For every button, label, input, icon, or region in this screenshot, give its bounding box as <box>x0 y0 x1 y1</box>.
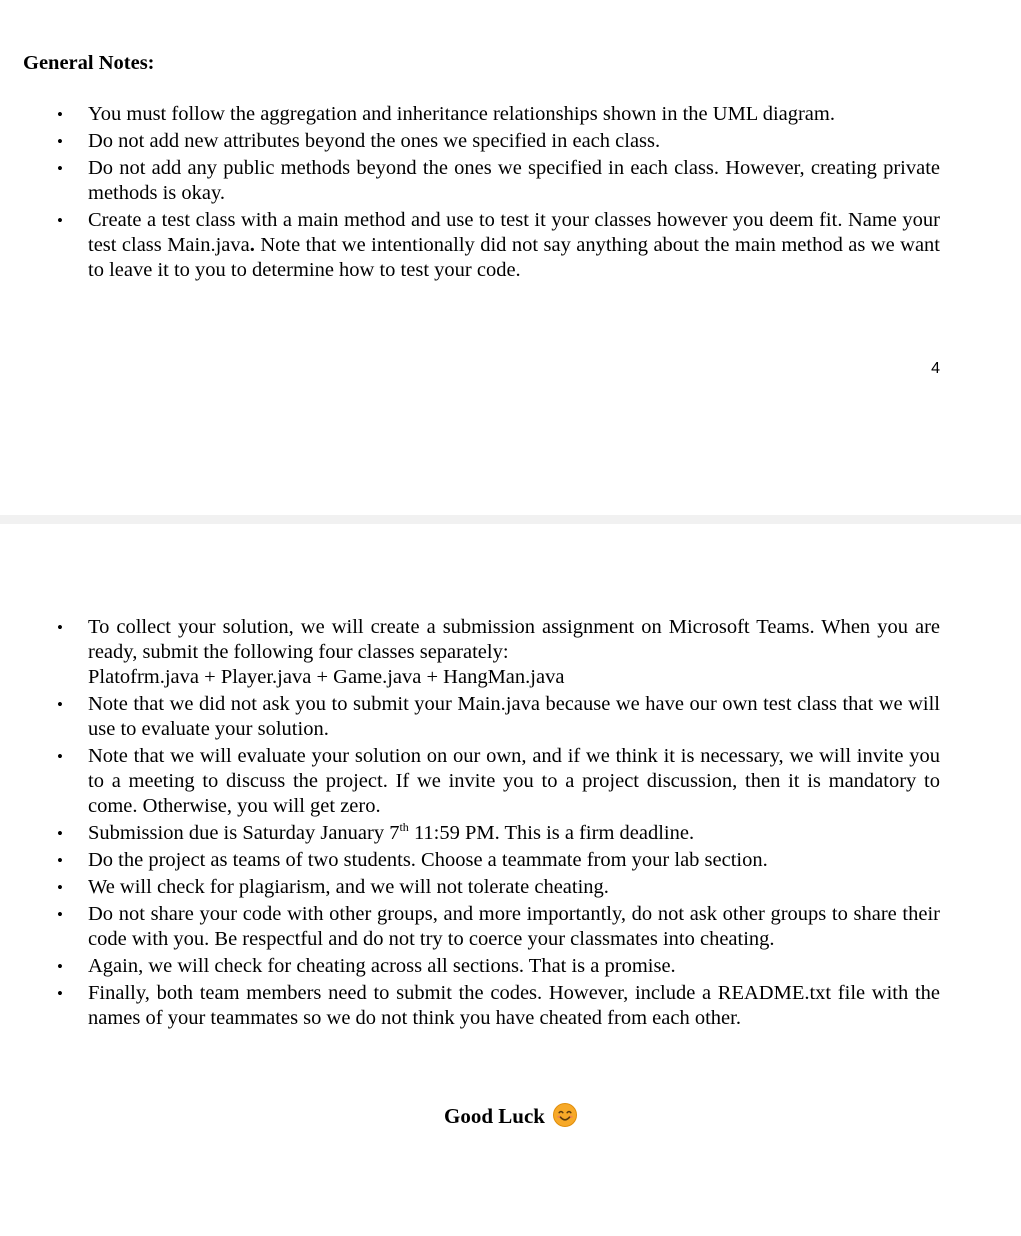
bullet-icon: • <box>57 211 63 230</box>
bullet-icon: • <box>57 747 63 766</box>
note-item <box>57 848 940 873</box>
note-text: Do not add any public methods beyond the ones we specified in each class. However, creating private methods is okay. <box>88 157 940 204</box>
note-text: We will check for plagiarism, and we will not tolerate cheating. <box>88 876 609 898</box>
submission-files: Platofrm.java + Player.java + Game.java + HangMan.java <box>88 666 565 688</box>
note-text-part: Submission due is Saturday January 7 <box>88 822 400 844</box>
note-item <box>57 820 940 846</box>
document-page-5 <box>0 524 1021 1236</box>
note-text: Do not add new attributes beyond the ones we specified in each class. <box>88 130 661 152</box>
general-notes-list <box>57 102 941 285</box>
note-text-part: 11:59 PM. This is a firm deadline. <box>408 822 695 844</box>
note-text: To collect your solution, we will create a submission assignment on Microsoft Teams. When you are ready, submit the following four classes separately: <box>88 616 940 663</box>
bullet-icon: • <box>57 984 63 1003</box>
note-item <box>57 692 940 742</box>
note-text-part: Note that we intentionally did not say anything about the main method as we want to leave it to you to determine how to test your code. <box>88 234 941 281</box>
bold-period: . <box>249 234 255 256</box>
general-notes-heading: General Notes: <box>23 52 155 74</box>
note-item <box>57 129 940 154</box>
bullet-icon: • <box>57 878 63 897</box>
smiling-face-icon <box>553 1103 577 1127</box>
note-text: Note that we did not ask you to submit your Main.java because we have our own test class that we will use to evaluate your solution. <box>88 693 940 740</box>
note-text: Do not share your code with other groups, and more importantly, do not ask other groups to share their code with you. Be respectful and do not try to coerce your classmates into cheating. <box>88 903 940 950</box>
bullet-icon: • <box>57 105 63 124</box>
note-item <box>57 902 940 952</box>
bullet-icon: • <box>57 695 63 714</box>
note-item <box>57 615 940 690</box>
note-text: Again, we will check for cheating across all sections. That is a promise. <box>88 955 676 977</box>
bullet-icon: • <box>57 957 63 976</box>
bullet-icon: • <box>57 824 63 843</box>
document-page-4 <box>0 0 1021 515</box>
note-text: Finally, both team members need to submit the codes. However, include a README.txt file with the names of your teammates so we do not think you have cheated from each other. <box>88 982 940 1029</box>
bullet-icon: • <box>57 132 63 151</box>
note-item <box>57 208 941 283</box>
bullet-icon: • <box>57 905 63 924</box>
bullet-icon: • <box>57 851 63 870</box>
closing-line <box>0 1102 1021 1130</box>
note-item <box>57 744 940 819</box>
note-text-part: Create a test class with a main method and use to test it your classes however you deem fit. Name your test class Main.java <box>88 209 940 256</box>
note-item <box>57 875 940 900</box>
note-item <box>57 156 940 206</box>
note-text: Note that we will evaluate your solution on our own, and if we think it is necessary, we will invite you to a meeting to discuss the project. If we invite you to a project discussion, then it is mandatory to come. Otherwise, you will get zero. <box>88 745 940 817</box>
page-number: 4 <box>931 360 940 377</box>
submission-notes-list <box>57 615 940 1033</box>
date-superscript: th <box>399 820 409 835</box>
page-separator <box>0 515 1021 524</box>
note-item <box>57 981 940 1031</box>
note-item <box>57 102 940 127</box>
bullet-icon: • <box>57 159 63 178</box>
note-text: Do the project as teams of two students. Choose a teammate from your lab section. <box>88 849 768 871</box>
note-text: You must follow the aggregation and inheritance relationships shown in the UML diagram. <box>88 103 835 125</box>
note-item <box>57 954 940 979</box>
bullet-icon: • <box>57 618 63 637</box>
good-luck-text: Good Luck <box>444 1104 545 1128</box>
